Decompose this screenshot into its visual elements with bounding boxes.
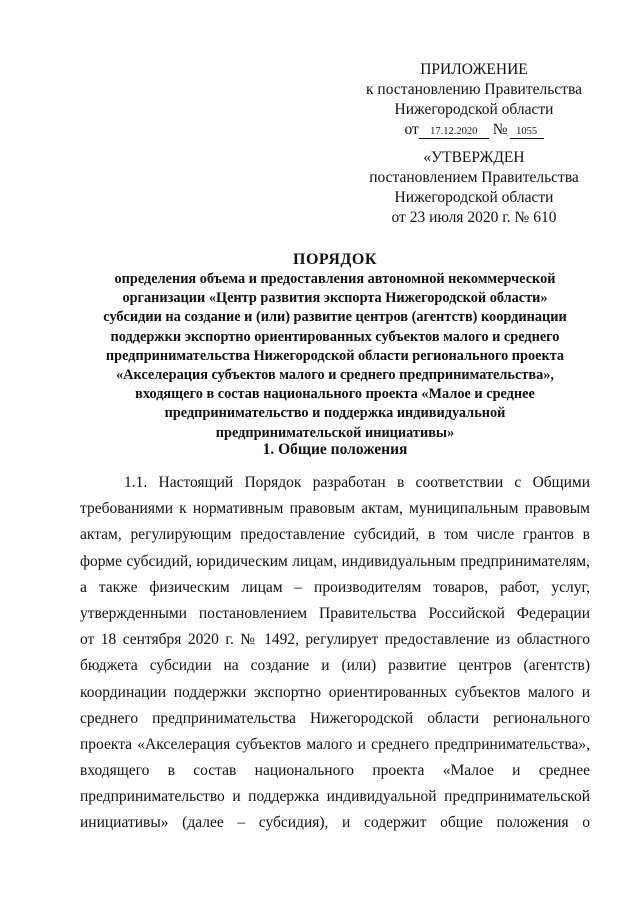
appendix-date-value: 17.12.2020 [419,126,489,139]
appendix-line-decree: к постановлению Правительства [366,81,582,98]
document-subtitle [80,270,590,443]
paragraph-line: бюджета субсидии на создание и (или) развитие центров (агентств) [80,657,590,675]
subtitle-line: организации «Центр развития экспорта Нижегородской области» [122,290,548,307]
subtitle-line: определения объема и предоставления автономной некоммерческой [114,271,556,287]
title-block [80,250,590,443]
appendix-date-line [356,120,592,140]
paragraph-line: инициативы» (далее – субсидия), и содержит общие положения о [80,814,590,832]
body-paragraph [80,470,590,837]
appendix-number-sign: № [492,121,508,138]
subtitle-line: предпринимательство и поддержка индивидуальной [164,405,506,422]
appendix-number-value: 1055 [510,126,544,139]
appendix-line-region: Нижегородской области [394,101,554,118]
paragraph-line: 1.1. Настоящий Порядок разработан в соответствии с Общими [124,474,590,491]
paragraph-line: координации поддержки экспортно ориентированных субъектов малого и [80,683,590,701]
approved-line-4: от 23 июля 2020 г. № 610 [391,209,557,226]
paragraph-line: а также физическим лицам – производителям товаров, работ, услуг, [80,578,590,596]
subtitle-line: предпринимательской инициативы» [215,424,455,441]
approved-line-3: Нижегородской области [394,189,554,206]
appendix-heading: ПРИЛОЖЕНИЕ [420,61,528,78]
approved-block [356,148,592,228]
paragraph-line: от 18 сентября 2020 г. № 1492, регулирует предоставление из областного [80,631,590,649]
document-title: ПОРЯДОК [293,251,377,268]
appendix-block [356,60,592,140]
section-heading: 1. Общие положения [262,441,408,458]
paragraph-line: требованиями к нормативным правовым актам, муниципальным правовым [80,500,590,518]
paragraph-line: проекта «Акселерация субъектов малого и среднего предпринимательства», [80,735,590,753]
paragraph-line: форме субсидий, юридическим лицам, индивидуальным предпринимателям, [80,552,590,570]
approved-line-1: «УТВЕРЖДЕН [423,149,525,166]
paragraph-line: утвержденными постановлением Правительства Российской Федерации [80,604,590,622]
paragraph-line: среднего предпринимательства Нижегородской области регионального [80,709,590,727]
subtitle-line: поддержки экспортно ориентированных субъектов малого и среднего [110,328,560,345]
paragraph-line: предпринимательство и поддержка индивидуальной предпринимательской [80,788,590,806]
approved-line-2: постановлением Правительства [369,169,579,186]
appendix-date-prefix: от [404,121,419,138]
subtitle-line: субсидии на создание и (или) развитие центров (агентств) координации [103,309,567,326]
subtitle-line: «Акселерация субъектов малого и среднего предпринимательства», [116,367,554,384]
paragraph-line: входящего в состав национального проекта «Малое и среднее [80,762,590,780]
subtitle-line: входящего в состав национального проекта «Малое и среднее [135,386,535,403]
paragraph-line: актам, регулирующим предоставление субсидий, в том числе грантов в [80,526,590,544]
subtitle-line: предпринимательства Нижегородской области регионального проекта [105,347,565,364]
